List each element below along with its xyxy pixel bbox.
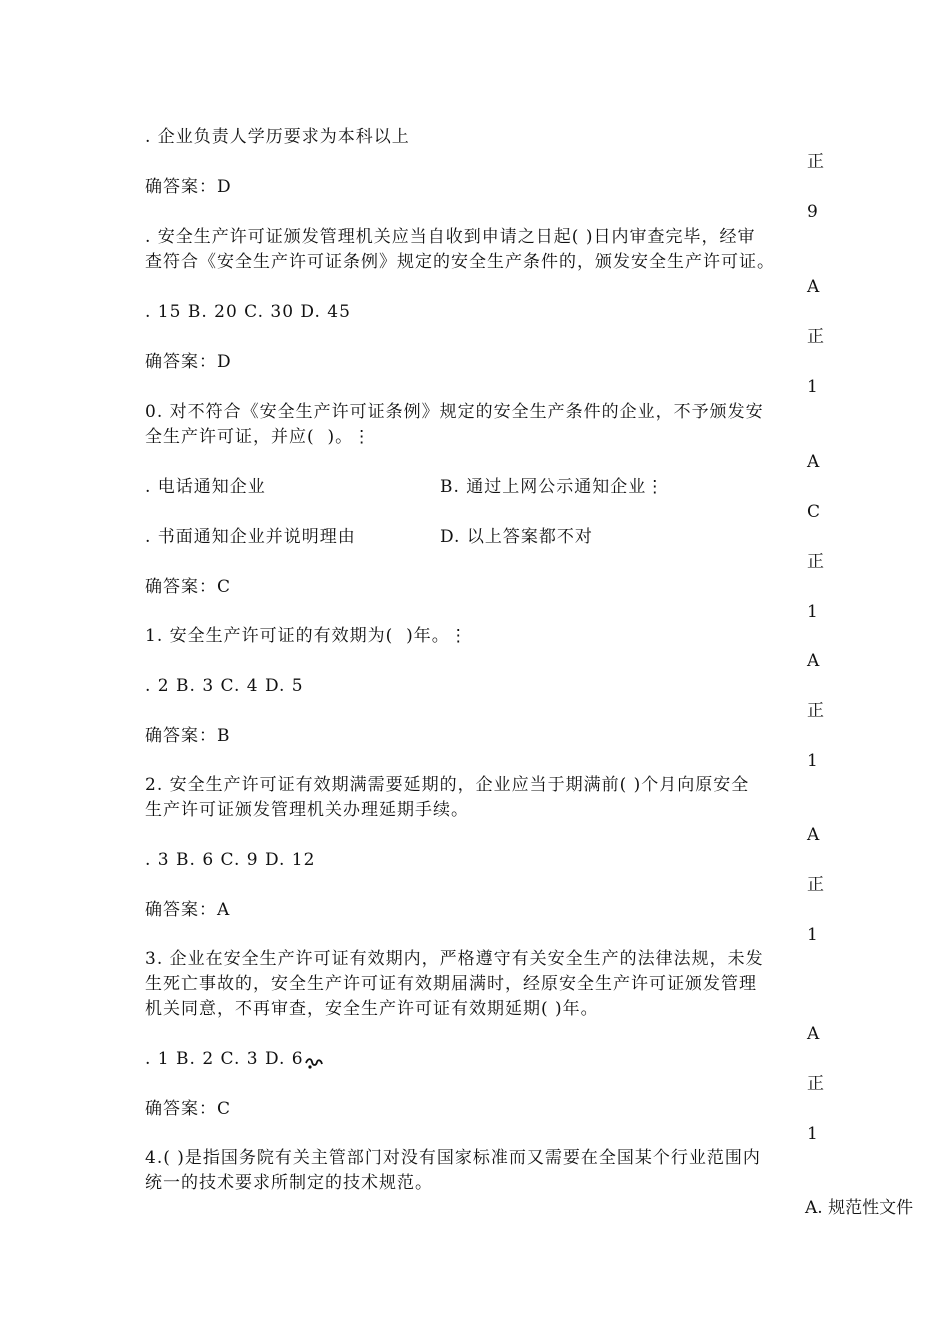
margin-char: 正: [807, 552, 824, 572]
question-line: 机关同意，不再审查，安全生产许可证有效期延期( )年。: [145, 999, 599, 1019]
question-line: 3. 企业在安全生产许可证有效期内，严格遵守有关安全生产的法律法规，未发: [145, 949, 764, 969]
question-line: 生死亡事故的，安全生产许可证有效期届满时，经原安全生产许可证颁发管理: [145, 974, 757, 994]
question-line: 生产许可证颁发管理机关办理延期手续。: [145, 800, 469, 820]
margin-char: 1: [807, 377, 818, 397]
margin-char: 1: [807, 602, 818, 622]
margin-char: 正: [807, 327, 824, 347]
option-line: . 企业负责人学历要求为本科以上: [145, 127, 410, 147]
option-line: . 3 B. 6 C. 9 D. 12: [145, 850, 316, 870]
answer-line: 确答案：A: [145, 900, 231, 920]
option-line: . 15 B. 20 C. 30 D. 45: [145, 302, 351, 322]
answer-line: 确答案：C: [145, 1099, 232, 1119]
option-line: [145, 1047, 324, 1072]
option-line: . 电话通知企业: [145, 477, 266, 497]
question-line: 全生产许可证，并应( )。⋮: [145, 427, 372, 447]
margin-char: 正: [807, 875, 824, 895]
margin-char: A: [807, 452, 820, 472]
margin-char: A: [807, 1024, 820, 1044]
question-line: 2. 安全生产许可证有效期满需要延期的，企业应当于期满前( )个月向原安全: [145, 775, 750, 795]
margin-char: C: [807, 502, 821, 522]
question-line: 查符合《安全生产许可证条例》规定的安全生产条件的，颁发安全生产许可证。: [145, 252, 775, 272]
option-line: . 2 B. 3 C. 4 D. 5: [145, 676, 304, 696]
option-text: . 1 B. 2 C. 3 D. 6: [145, 1049, 304, 1069]
margin-option: A. 规范性文件: [805, 1198, 914, 1218]
option-line: B. 通过上网公示通知企业⋮: [440, 477, 665, 497]
answer-line: 确答案：C: [145, 577, 232, 597]
margin-char: A: [807, 825, 820, 845]
question-line: 统一的技术要求所制定的技术规范。: [145, 1173, 433, 1193]
option-line: D. 以上答案都不对: [440, 527, 593, 547]
margin-char: 9: [807, 202, 818, 222]
answer-line: 确答案：B: [145, 726, 231, 746]
margin-char: A: [807, 277, 820, 297]
option-line: . 书面通知企业并说明理由: [145, 527, 356, 547]
margin-char: 1: [807, 1124, 818, 1144]
margin-char: 正: [807, 701, 824, 721]
question-line: . 安全生产许可证颁发管理机关应当自收到申请之日起( )日内审查完毕，经审: [145, 227, 756, 247]
margin-char: 正: [807, 1074, 824, 1094]
question-line: 1. 安全生产许可证的有效期为( )年。⋮: [145, 626, 468, 646]
squiggle-mark-icon: [304, 1053, 324, 1067]
margin-char: 1: [807, 751, 818, 771]
margin-char: 正: [807, 152, 824, 172]
answer-line: 确答案：D: [145, 177, 232, 197]
margin-char: A: [807, 651, 820, 671]
question-line: 0. 对不符合《安全生产许可证条例》规定的安全生产条件的企业，不予颁发安: [145, 402, 764, 422]
question-line: 4.( )是指国务院有关主管部门对没有国家标准而又需要在全国某个行业范围内: [145, 1148, 761, 1168]
answer-line: 确答案：D: [145, 352, 232, 372]
margin-char: 1: [807, 925, 818, 945]
